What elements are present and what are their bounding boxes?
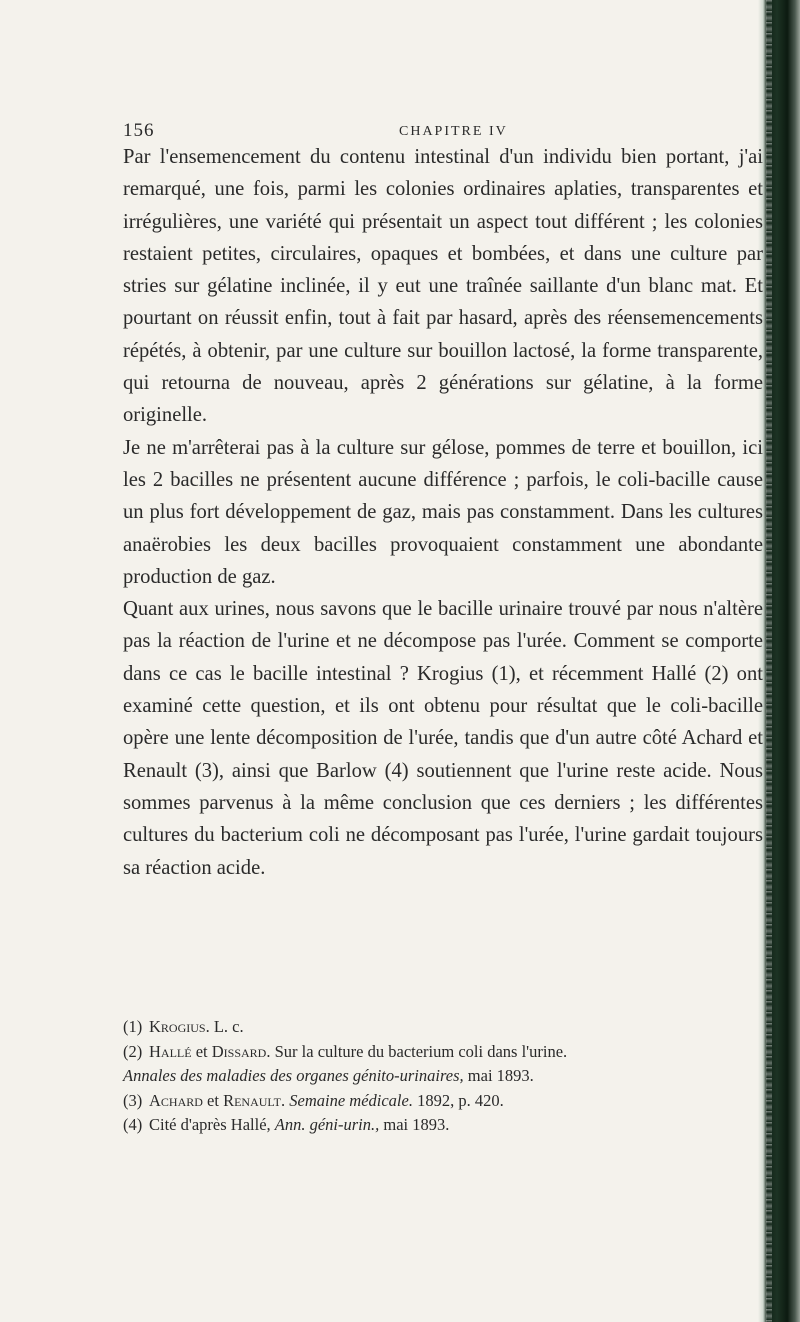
footnote-2 (123, 1040, 783, 1065)
running-head: CHAPITRE IV (399, 124, 508, 139)
footnote-2-continuation (123, 1064, 783, 1089)
footnote-text: Cité d'après Hallé, (149, 1115, 275, 1134)
footnote-number: (1) (123, 1017, 143, 1036)
footnote-conjunction: et (202, 1090, 224, 1110)
paragraph: Je ne m'arrêterai pas à la culture sur gélose, pommes de terre et bouillon, ici les 2 bacilles ne présentent aucune différence ; parfois, le coli-bacille cause un plus fort développement de gaz, mais pas constamment. Dans les cultures anaërobies les deux bacilles provoquaient constamment une abondante production de gaz. (123, 436, 763, 588)
footnote-number: (3) (123, 1090, 143, 1110)
footnote-author: Dissard (211, 1041, 267, 1061)
body-text (123, 141, 763, 884)
footnote-3 (123, 1089, 783, 1114)
footnote-journal: Annales des maladies des organes génito-urinaires, (123, 1066, 464, 1085)
footnote-journal: Ann. géni-urin., (274, 1115, 380, 1134)
footnote-text: 1892, p. 420. (412, 1090, 504, 1110)
footnote-author: Hallé (149, 1041, 192, 1061)
footnote-author: Krogius (149, 1017, 206, 1036)
footnote-text: mai 1893. (463, 1066, 534, 1085)
footnote-author: Renault (223, 1090, 281, 1110)
footnote-author: Achard (149, 1090, 203, 1110)
footnote-4 (123, 1113, 783, 1138)
footnotes (123, 1015, 783, 1138)
paragraph: Par l'ensemencement du contenu intestinal d'un individu bien portant, j'ai remarqué, une fois, parmi les colonies ordinaires aplaties, transparentes et irrégulières, une variété qui présentait un aspect tout différent ; les colonies restaient petites, circulaires, opaques et bombées, et dans une culture par stries sur gélatine inclinée, il y eut une traînée saillante d'un blanc mat. Et pourtant on réussit enfin, tout à fait par hasard, après des réensemencements répétés, à obtenir, par une culture sur bouillon lactosé, la forme transparente, qui retourna de nouveau, après 2 générations sur gélatine, à la forme originelle. (123, 146, 763, 427)
footnote-1 (123, 1015, 783, 1040)
paragraph: Quant aux urines, nous savons que le bacille urinaire trouvé par nous n'altère pas la réaction de l'urine et ne décompose pas l'urée. Comment se comporte dans ce cas le bacille intestinal ? Krogius (1), et récemment Hallé (2) ont examiné cette question, et ils ont obtenu pour résultat que le coli-bacille opère une lente décomposition de l'urée, tandis que d'un autre côté Achard et Renault (3), ainsi que Barlow (4) soutiennent que l'urine reste acide. Nous sommes parvenus à la même conclusion que ces derniers ; les différentes cultures du bacterium coli ne décomposant pas l'urée, l'urine gardait toujours sa réaction acide. (123, 598, 763, 879)
footnote-text: . (281, 1090, 290, 1110)
footnote-journal: Semaine médicale. (289, 1090, 413, 1110)
footnote-text: mai 1893. (379, 1115, 450, 1134)
footnote-number: (2) (123, 1041, 143, 1061)
footnote-conjunction: et (191, 1041, 212, 1061)
page-number: 156 (123, 120, 155, 141)
footnote-number: (4) (123, 1115, 143, 1134)
footnote-text: . Sur la culture du bacterium coli dans l'urine. (266, 1041, 568, 1061)
footnote-text: . L. c. (205, 1017, 244, 1036)
